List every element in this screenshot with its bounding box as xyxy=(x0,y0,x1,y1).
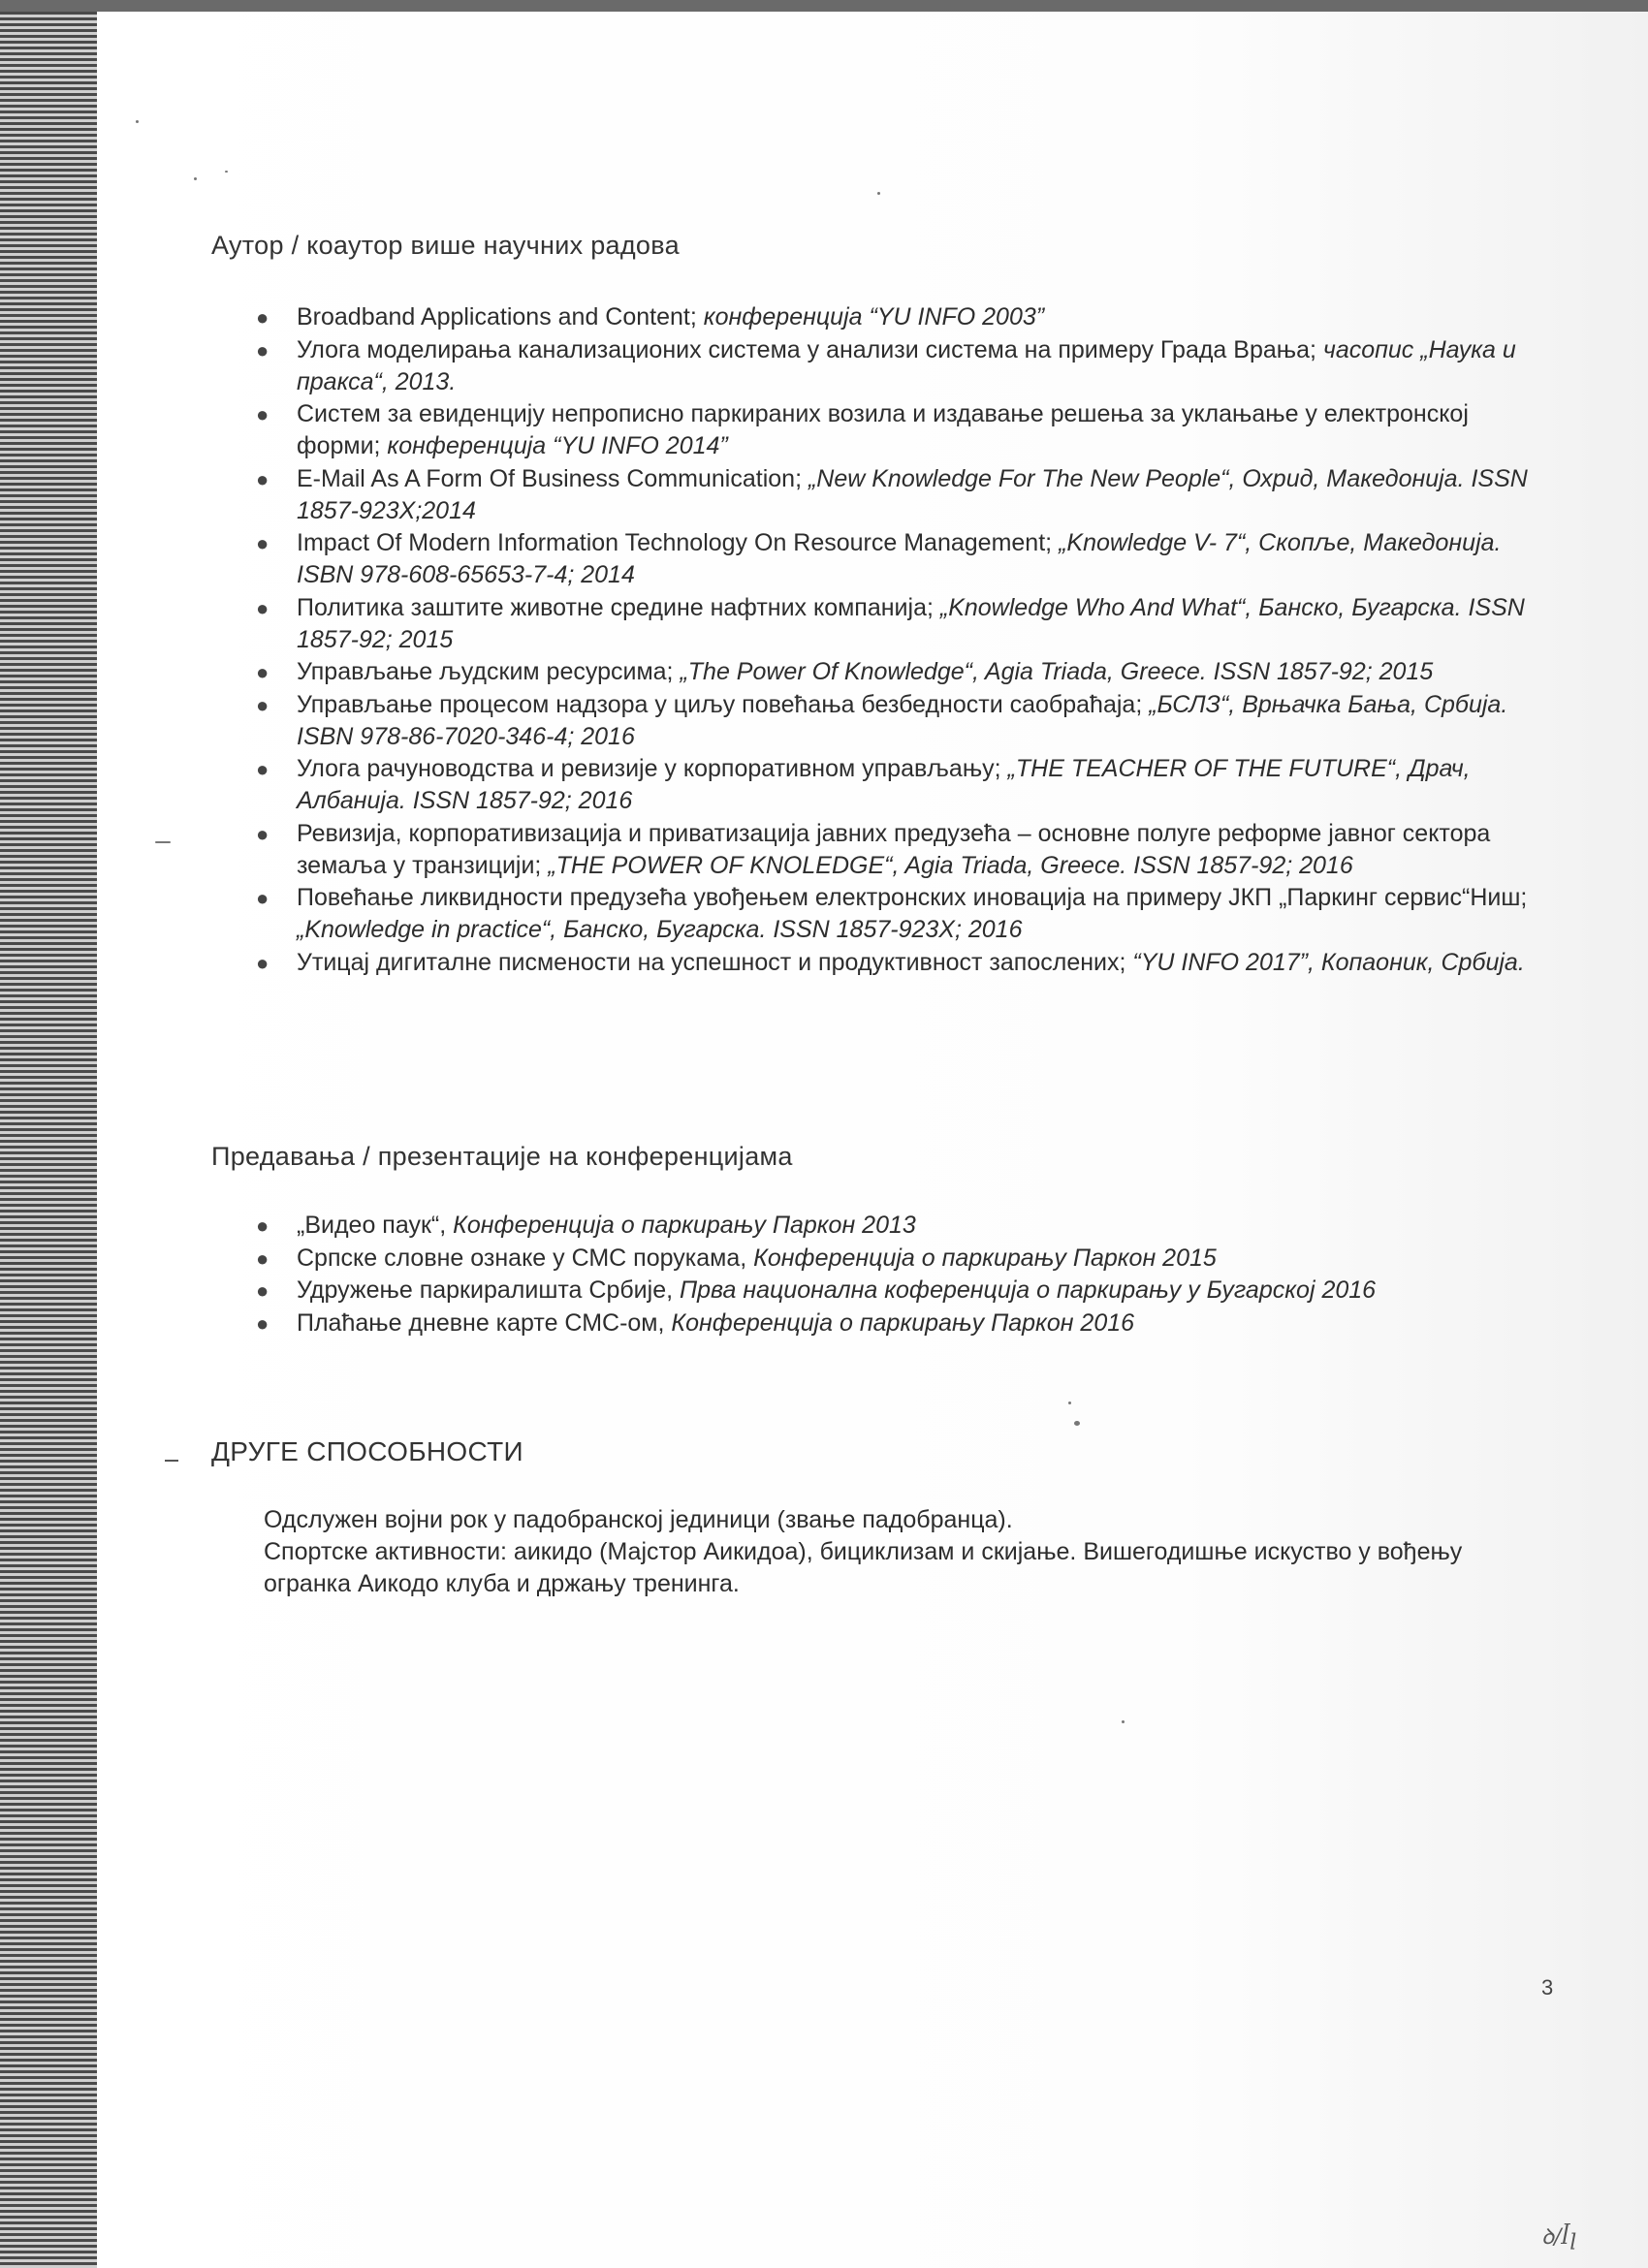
other-skills-paragraph: Спортске активности: аикидо (Мајстор Аикидоа), бициклизам и скијање. Вишегодишње искуство у вођењу огранка Аикодо клуба и држању тренинга. xyxy=(264,1538,1463,1597)
page-number: 3 xyxy=(1541,1975,1554,2000)
publications-list xyxy=(252,301,1551,979)
scanner-top-edge xyxy=(0,0,1648,12)
other-skills-paragraph: Одслужен војни рок у падобранској јединици (звање падобранца). xyxy=(264,1506,1013,1533)
scanner-edge-strip xyxy=(0,0,97,2268)
bullet-icon: ● xyxy=(256,1245,269,1271)
bullet-icon: ● xyxy=(256,402,269,426)
list-item: ● Управљање процесом надзора у циљу повећања безбедности саобраћаја; „БСЛЗ“, Врњачка Бања, Србија. ISBN 978-86-7020-346-4; 2016 xyxy=(256,690,1508,750)
list-item: ● Управљање људским ресурсима; „The Power Of Knowledge“, Agia Triada, Greece. ISSN 1857-92; 2015 xyxy=(252,656,1551,688)
scan-speck xyxy=(1074,1421,1080,1426)
scan-speck xyxy=(1068,1402,1071,1404)
list-item: ● Broadband Applications and Content; конференција “YU INFO 2003” xyxy=(252,301,1551,333)
list-item: ● Ревизија, корпоративизација и приватизација јавних предузећа – основне полуге реформе јавног сектора земаља у транзицији; „THE POWER OF KNOLEDGE“, Agia Triada, Greece. ISSN 1857-92; 2016 xyxy=(256,819,1491,879)
list-item: ● Улога рачуноводства и ревизије у корпоративном управљању; „THE TEACHER OF THE FUTURE“, Драч, Албанија. ISSN 1857-92; 2016 xyxy=(256,755,1471,814)
handwritten-initials: ꝺ/ꟾꞁ xyxy=(1541,2225,1577,2250)
list-item: ● E-Mail As A Form Of Business Communication; „New Knowledge For The New People“, Охрид, Македонија. ISSN 1857-923X;2014 xyxy=(256,464,1528,524)
list-item: ● „Видео паук“, Конференција о паркирању Паркон 2013 xyxy=(252,1210,1551,1242)
bullet-icon: ● xyxy=(256,337,269,362)
bullet-icon: ● xyxy=(256,305,269,330)
scan-speck xyxy=(136,120,139,123)
list-item: ● Систем за евиденцију непрописно паркираних возила и издавање решења за уклањање у електронској форми; конференција “YU INFO 2014” xyxy=(256,400,1469,459)
presentations-list xyxy=(252,1210,1551,1339)
bullet-icon: ● xyxy=(256,660,269,684)
other-skills-heading: ДРУГЕ СПОСОБНОСТИ xyxy=(211,1436,523,1466)
list-item: ● Удружење паркиралишта Србије, Прва национална коференција о паркирању у Бугарској 2016 xyxy=(252,1275,1551,1307)
bullet-icon: ● xyxy=(256,821,269,846)
bullet-icon: ● xyxy=(256,466,269,491)
section-dash xyxy=(165,1460,178,1462)
scan-speck xyxy=(1122,1720,1125,1723)
list-item: ● Impact Of Modern Information Technology On Resource Management; „Knowledge V- 7“, Скопље, Македонија. ISBN 978-608-65653-7-4; 2014 xyxy=(256,529,1502,588)
scan-speck xyxy=(155,841,171,843)
presentations-heading: Предавања / презентације на конференцијама xyxy=(211,1142,793,1171)
list-item: ● Повећање ликвидности предузећа увођењем електронских иновација на примеру ЈКП „Паркинг сервис“Ниш; „Knowledge in practice“, Банско, Бугарска. ISSN 1857-923X; 2016 xyxy=(256,884,1528,943)
bullet-icon: ● xyxy=(256,757,269,781)
bullet-icon: ● xyxy=(256,1213,269,1238)
scan-speck xyxy=(877,192,880,195)
bullet-icon: ● xyxy=(256,531,269,555)
bullet-icon: ● xyxy=(256,692,269,717)
bullet-icon: ● xyxy=(256,950,269,975)
bullet-icon: ● xyxy=(256,886,269,910)
publications-heading: Аутор / коаутор више научних радова xyxy=(211,231,680,260)
list-item: ● Политика заштите животне средине нафтних компанија; „Knowledge Who And What“, Банско, Бугарска. ISSN 1857-92; 2015 xyxy=(256,593,1525,653)
list-item: ● Српске словне ознаке у СМС порукама, Конференција о паркирању Паркон 2015 xyxy=(252,1243,1551,1275)
scan-speck xyxy=(194,177,197,180)
list-item: ● Улога моделирања канализационих система у анализи система на примеру Града Врања; часопис „Наука и пракса“, 2013. xyxy=(256,335,1516,395)
bullet-icon: ● xyxy=(256,1278,269,1303)
bullet-icon: ● xyxy=(256,1310,269,1336)
list-item: ● Утицај дигиталне писмености на успешност и продуктивност запослених; “YU INFO 2017”, Копаоник, Србија. xyxy=(252,947,1551,979)
scan-speck xyxy=(225,171,228,173)
bullet-icon: ● xyxy=(256,595,269,620)
list-item: ● Плаћање дневне карте СМС-ом, Конференција о паркирању Паркон 2016 xyxy=(252,1307,1551,1339)
